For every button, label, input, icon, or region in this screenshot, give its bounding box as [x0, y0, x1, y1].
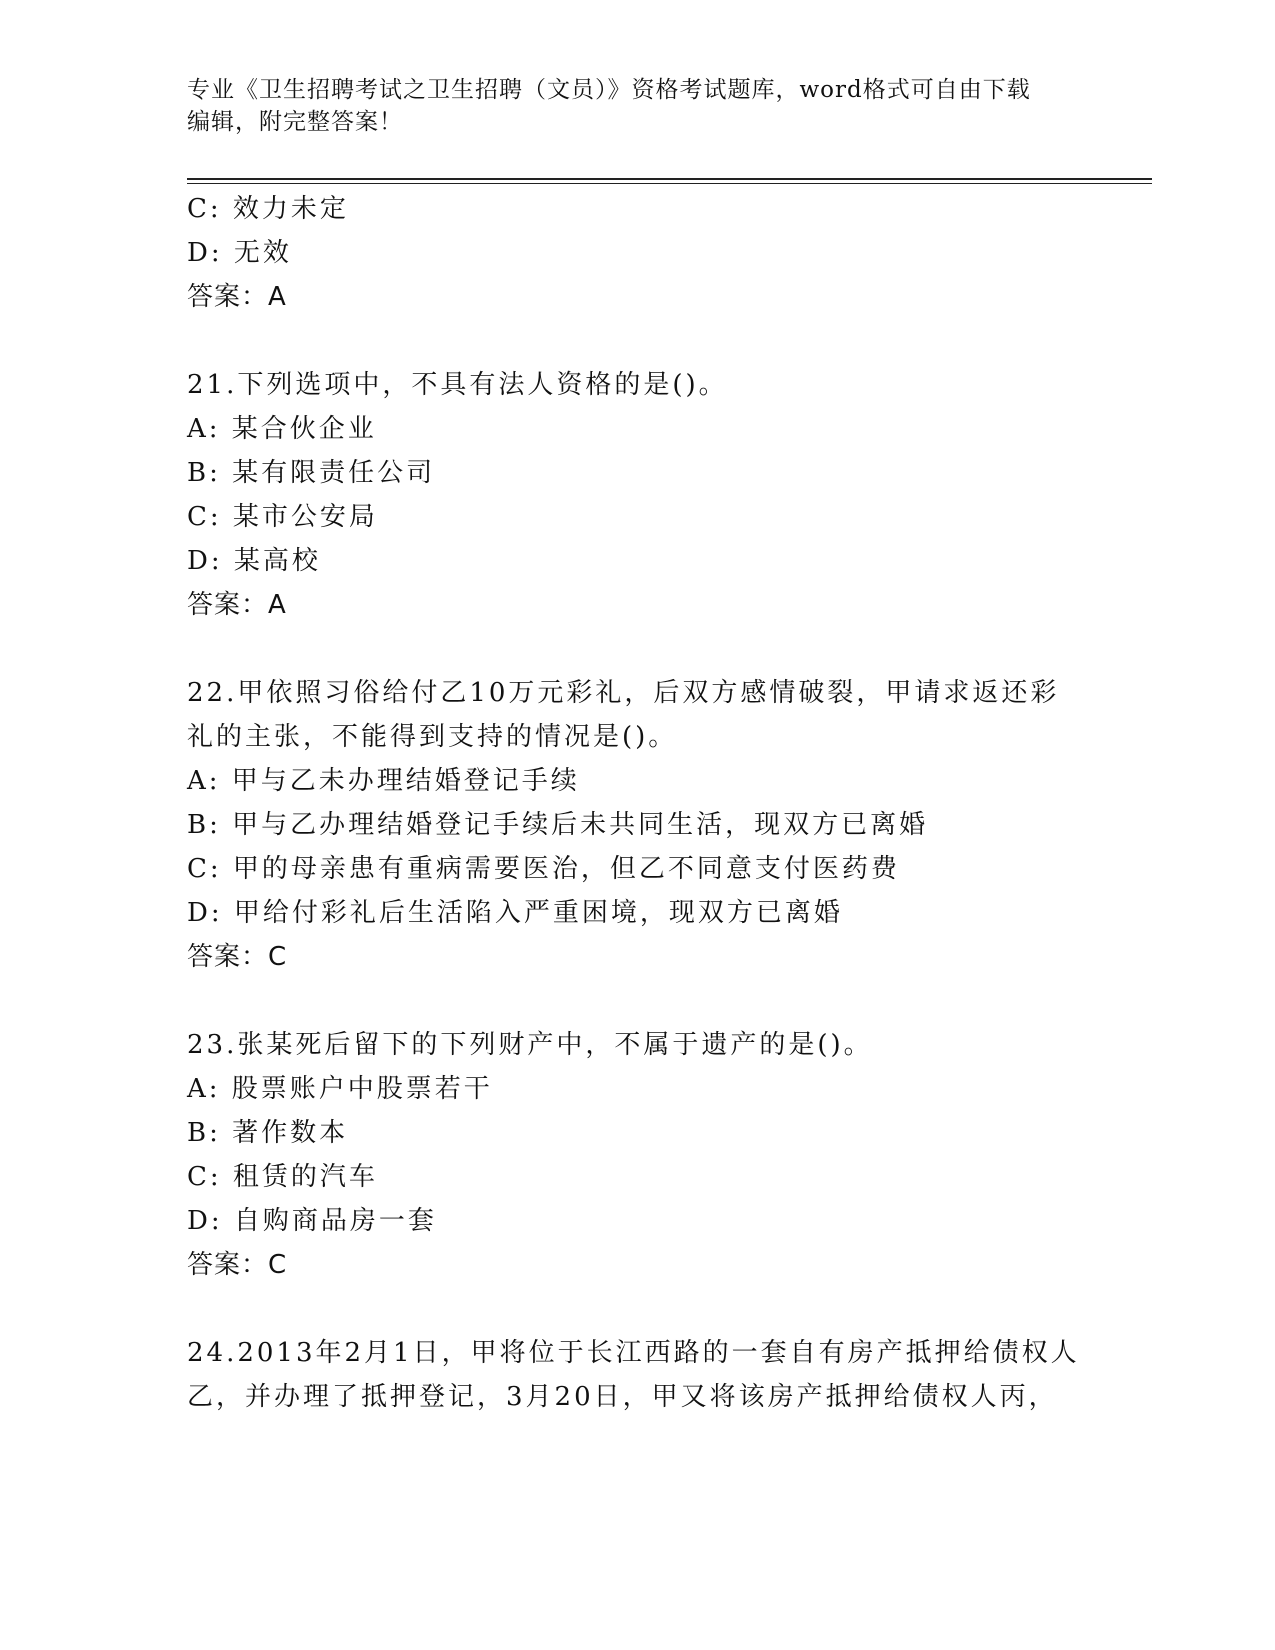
header-line-1: 专业《卫生招聘考试之卫生招聘（文员）》资格考试题库，word格式可自由下载	[187, 77, 1031, 103]
header-divider-thin	[187, 183, 1152, 184]
question-23-option-d: D: 自购商品房一套	[187, 1206, 437, 1236]
question-22-stem-line-2: 礼的主张，不能得到支持的情况是()。	[187, 722, 678, 752]
question-24-stem-line-1: 24.2013年2月1日，甲将位于长江西路的一套自有房产抵押给债权人	[187, 1338, 1080, 1368]
question-21-option-c: C: 某市公安局	[187, 502, 378, 532]
question-21-option-d: D: 某高校	[187, 546, 321, 576]
question-22-option-b: B: 甲与乙办理结婚登记手续后未共同生活，现双方已离婚	[187, 810, 929, 840]
prev-question-option-d: D: 无效	[187, 238, 292, 268]
question-22-option-c: C: 甲的母亲患有重病需要医治，但乙不同意支付医药费	[187, 854, 900, 884]
prev-question-answer: 答案：A	[187, 282, 287, 312]
prev-question-option-c: C: 效力未定	[187, 194, 349, 224]
question-22-stem-line-1: 22.甲依照习俗给付乙10万元彩礼，后双方感情破裂，甲请求返还彩	[187, 678, 1060, 708]
question-22-option-d: D: 甲给付彩礼后生活陷入严重困境，现双方已离婚	[187, 898, 843, 928]
question-23-option-b: B: 著作数本	[187, 1118, 349, 1148]
question-21-answer: 答案：A	[187, 590, 287, 620]
question-22-answer: 答案：C	[187, 942, 288, 972]
question-21-option-b: B: 某有限责任公司	[187, 458, 436, 488]
question-23-stem: 23.张某死后留下的下列财产中，不属于遗产的是()。	[187, 1030, 873, 1060]
question-21-stem: 21.下列选项中，不具有法人资格的是()。	[187, 370, 728, 400]
question-24-stem-line-2: 乙，并办理了抵押登记，3月20日，甲又将该房产抵押给债权人丙，	[187, 1382, 1058, 1412]
header-line-2: 编辑，附完整答案！	[187, 109, 403, 135]
question-21-option-a: A: 某合伙企业	[187, 414, 377, 444]
question-23-option-c: C: 租赁的汽车	[187, 1162, 378, 1192]
question-23-option-a: A: 股票账户中股票若干	[187, 1074, 493, 1104]
question-23-answer: 答案：C	[187, 1250, 288, 1280]
question-22-option-a: A: 甲与乙未办理结婚登记手续	[187, 766, 580, 796]
document-header	[187, 74, 1067, 138]
header-divider-thick	[187, 178, 1152, 180]
